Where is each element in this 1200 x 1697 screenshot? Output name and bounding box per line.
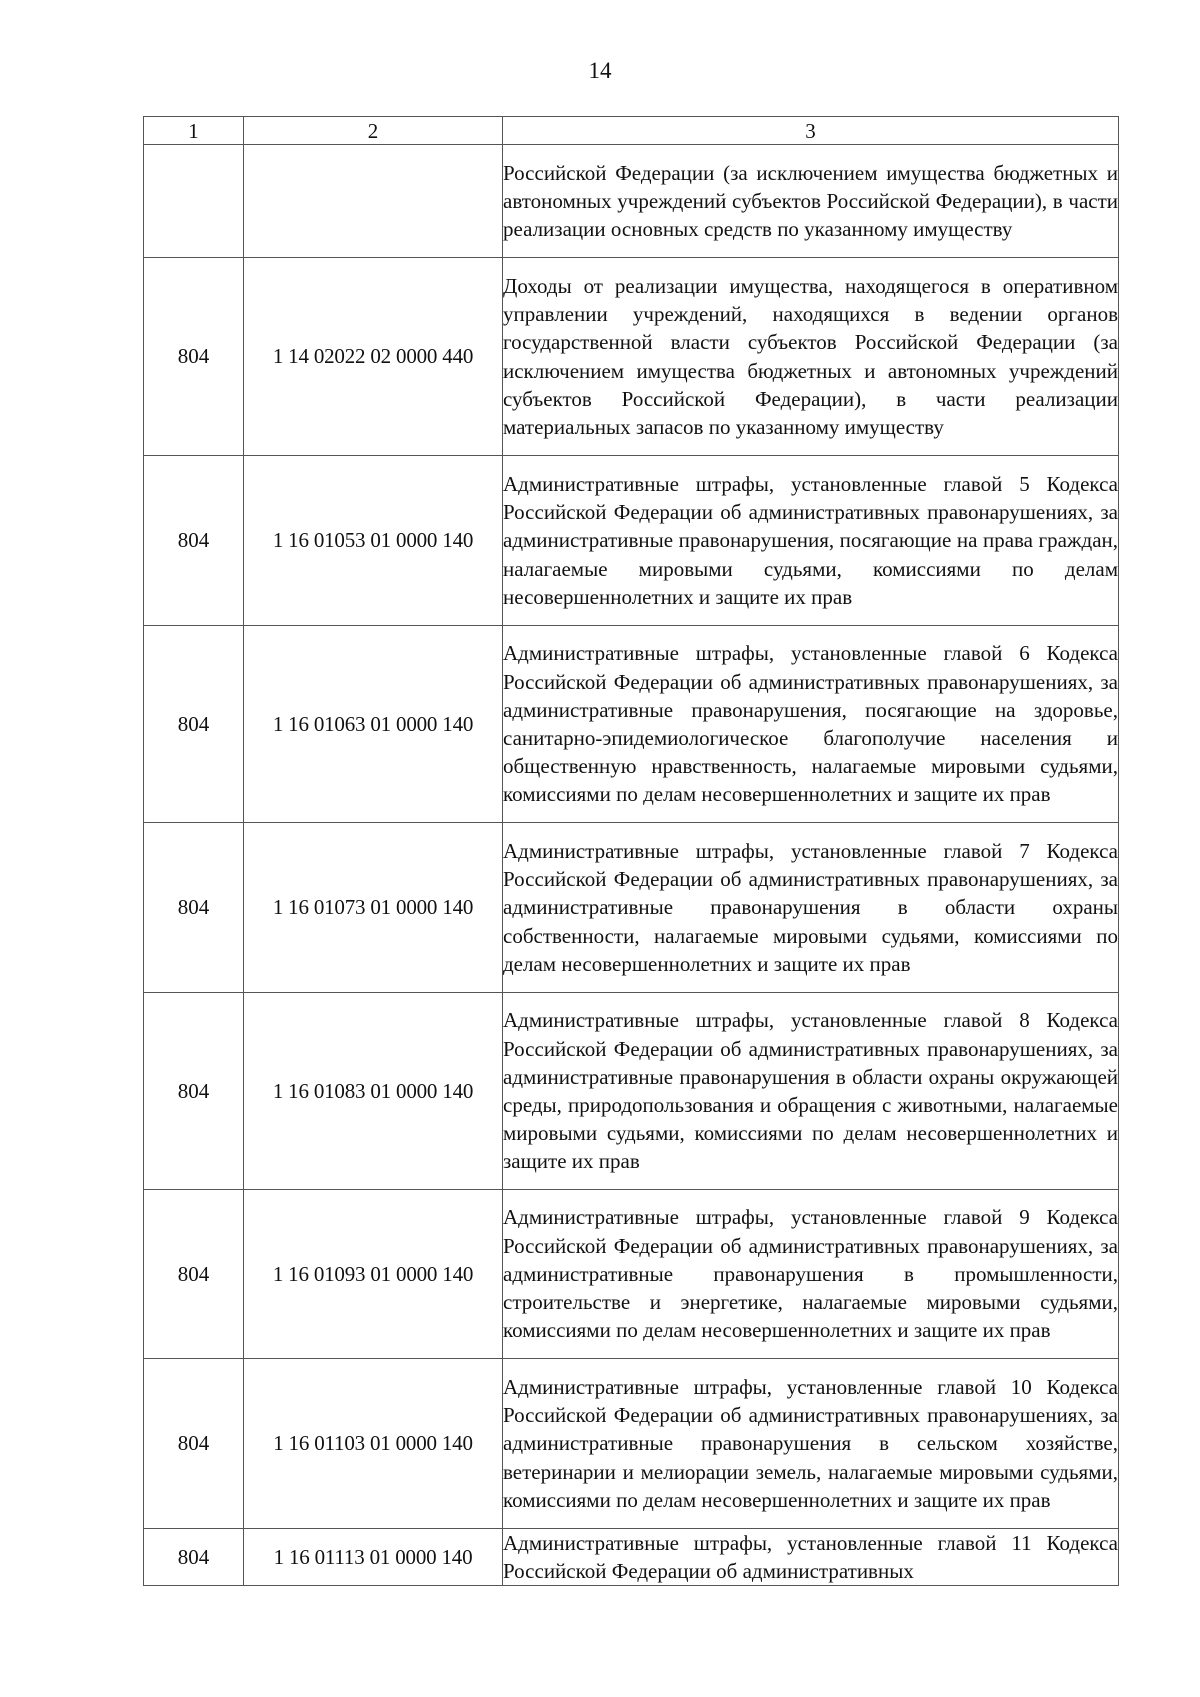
revenue-description-cell: Административные штрафы, установленные главой 6 Кодекса Российской Федерации об административных правонарушениях, за административные правонарушения, посягающие на здоровье, санитарно-эпидемиологическое благополучие населения и общественную нравственность, налагаемые мировыми судьями, комиссиями по делам несовершеннолетних и защите их прав — [503, 626, 1119, 823]
revenue-code-cell: 1 16 01083 01 0000 140 — [244, 993, 503, 1190]
table-row — [144, 1359, 1119, 1529]
revenue-code-cell: 1 16 01103 01 0000 140 — [244, 1359, 503, 1529]
table-row — [144, 626, 1119, 823]
admin-code-cell: 804 — [144, 993, 244, 1190]
revenue-description-cell: Административные штрафы, установленные главой 11 Кодекса Российской Федерации об административных — [503, 1529, 1119, 1586]
revenue-description-cell: Российской Федерации (за исключением имущества бюджетных и автономных учреждений субъектов Российской Федерации), в части реализации основных средств по указанному имуществу — [503, 145, 1119, 258]
revenue-description-cell: Административные штрафы, установленные главой 7 Кодекса Российской Федерации об административных правонарушениях, за административные правонарушения в области охраны собственности, налагаемые мировыми судьями, комиссиями по делам несовершеннолетних и защите их прав — [503, 823, 1119, 993]
admin-code-cell: 804 — [144, 1190, 244, 1359]
revenue-code-cell: 1 16 01053 01 0000 140 — [244, 456, 503, 626]
revenue-description-cell: Административные штрафы, установленные главой 10 Кодекса Российской Федерации об административных правонарушениях, за административные правонарушения в сельском хозяйстве, ветеринарии и мелиорации земель, налагаемые мировыми судьями, комиссиями по делам несовершеннолетних и защите их прав — [503, 1359, 1119, 1529]
revenue-code-cell: 1 14 02022 02 0000 440 — [244, 258, 503, 456]
revenue-code-cell: 1 16 01113 01 0000 140 — [244, 1529, 503, 1586]
revenue-code-cell: 1 16 01073 01 0000 140 — [244, 823, 503, 993]
table-row — [144, 145, 1119, 258]
revenue-description-cell: Доходы от реализации имущества, находящегося в оперативном управлении учреждений, находящихся в ведении органов государственной власти субъектов Российской Федерации (за исключением имущества бюджетных и автономных учреждений субъектов Российской Федерации), в части реализации материальных запасов по указанному имуществу — [503, 258, 1119, 456]
admin-code-cell — [144, 145, 244, 258]
budget-classification-table — [143, 116, 1119, 1586]
table-row — [144, 456, 1119, 626]
revenue-description-cell: Административные штрафы, установленные главой 5 Кодекса Российской Федерации об административных правонарушениях, за административные правонарушения, посягающие на права граждан, налагаемые мировыми судьями, комиссиями по делам несовершеннолетних и защите их прав — [503, 456, 1119, 626]
revenue-code-cell: 1 16 01093 01 0000 140 — [244, 1190, 503, 1359]
revenue-code-cell: 1 16 01063 01 0000 140 — [244, 626, 503, 823]
table-row — [144, 1529, 1119, 1586]
admin-code-cell: 804 — [144, 456, 244, 626]
column-number-2: 2 — [244, 117, 503, 145]
revenue-description-cell: Административные штрафы, установленные главой 8 Кодекса Российской Федерации об административных правонарушениях, за административные правонарушения в области охраны окружающей среды, природопользования и обращения с животными, налагаемые мировыми судьями, комиссиями по делам несовершеннолетних и защите их прав — [503, 993, 1119, 1190]
table-row — [144, 258, 1119, 456]
table-row — [144, 993, 1119, 1190]
table-row — [144, 1190, 1119, 1359]
column-number-1: 1 — [144, 117, 244, 145]
revenue-description-cell: Административные штрафы, установленные главой 9 Кодекса Российской Федерации об административных правонарушениях, за административные правонарушения в промышленности, строительстве и энергетике, налагаемые мировыми судьями, комиссиями по делам несовершеннолетних и защите их прав — [503, 1190, 1119, 1359]
admin-code-cell: 804 — [144, 258, 244, 456]
column-number-3: 3 — [503, 117, 1119, 145]
admin-code-cell: 804 — [144, 823, 244, 993]
admin-code-cell: 804 — [144, 626, 244, 823]
page-number: 14 — [588, 58, 612, 83]
admin-code-cell: 804 — [144, 1359, 244, 1529]
revenue-code-cell — [244, 145, 503, 258]
admin-code-cell: 804 — [144, 1529, 244, 1586]
table-row — [144, 823, 1119, 993]
column-numbers-row — [144, 117, 1119, 145]
